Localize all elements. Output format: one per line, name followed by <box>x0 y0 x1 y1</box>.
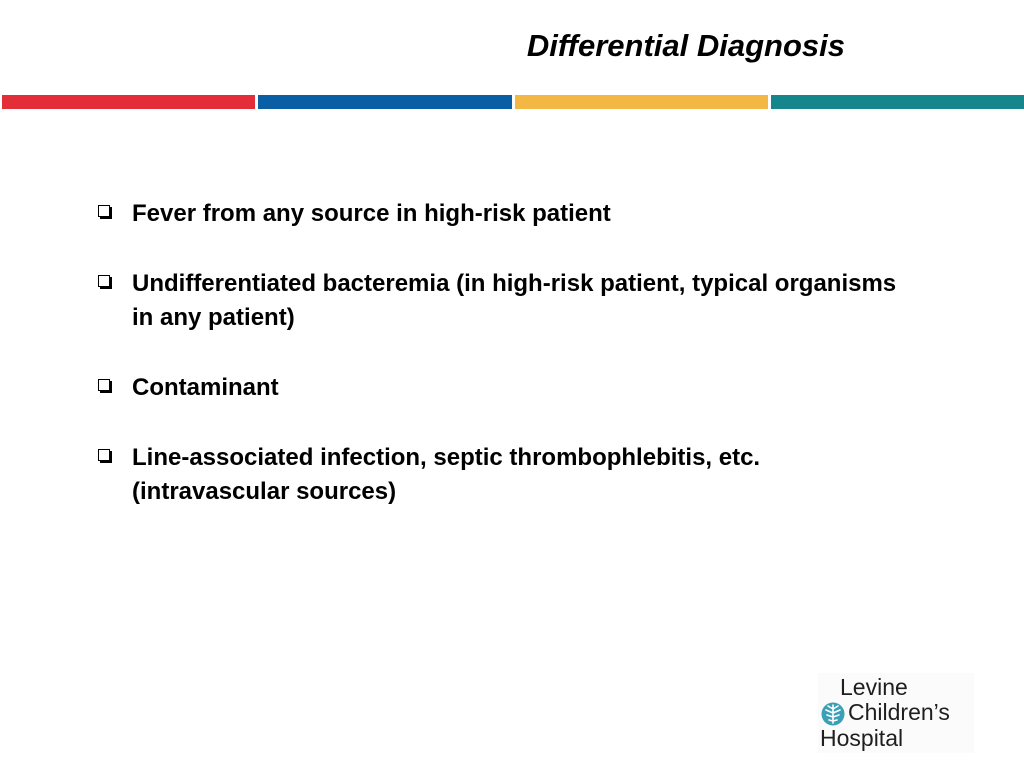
yellow-stripe <box>515 95 768 109</box>
bullet-text: Contaminant <box>132 374 279 401</box>
checkbox-bullet-icon <box>98 449 110 461</box>
bullet-text: Line-associated infection, septic thrombophlebitis, etc. (intravascular sources) <box>132 444 761 505</box>
bullet-text: Undifferentiated bacteremia (in high-risk patient, typical organisms in any patient) <box>132 270 897 331</box>
hospital-logo <box>818 673 974 753</box>
logo-line-childrens: Children’s <box>848 699 950 725</box>
bullet-item <box>98 441 918 509</box>
logo-line-hospital: Hospital <box>820 725 904 751</box>
slide-title: Differential Diagnosis <box>526 28 845 63</box>
bullet-item <box>98 371 918 405</box>
red-stripe <box>2 95 255 109</box>
tree-icon <box>820 701 846 727</box>
checkbox-bullet-icon <box>98 275 110 287</box>
checkbox-bullet-icon <box>98 379 110 391</box>
blue-stripe <box>258 95 511 109</box>
header-color-stripes <box>2 95 1024 109</box>
bullet-item <box>98 197 918 231</box>
bullet-item <box>98 267 918 335</box>
bullet-list <box>98 197 918 545</box>
logo-line-levine: Levine <box>840 674 908 700</box>
teal-stripe <box>771 95 1024 109</box>
bullet-text: Fever from any source in high-risk patient <box>132 200 611 227</box>
checkbox-bullet-icon <box>98 205 110 217</box>
